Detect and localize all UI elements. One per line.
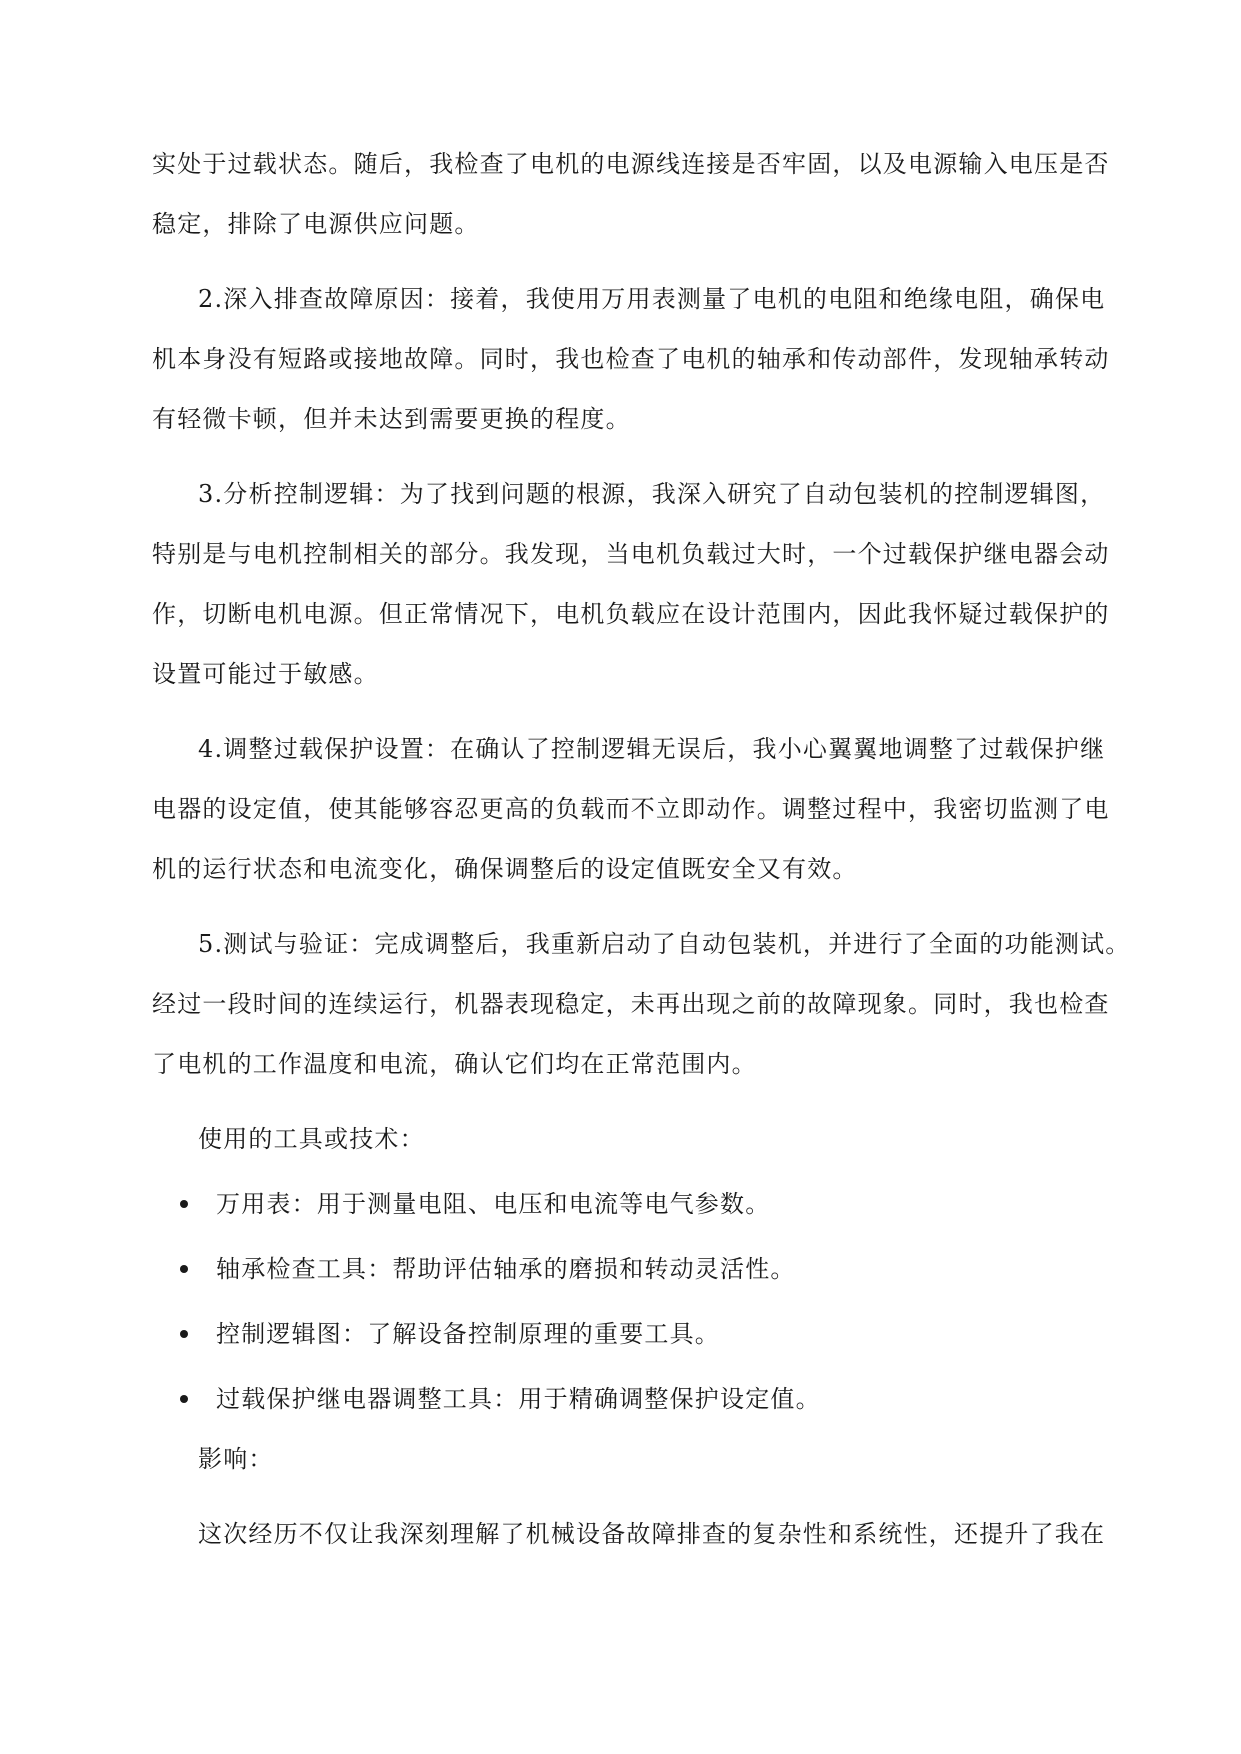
bullet-icon bbox=[180, 1200, 188, 1208]
paragraph-5-line-1: 5.测试与验证：完成调整后，我重新启动了自动包装机，并进行了全面的功能测试。 bbox=[198, 930, 1131, 958]
tool-list-item bbox=[180, 1188, 770, 1220]
paragraph-2-line-2: 机本身没有短路或接地故障。同时，我也检查了电机的轴承和传动部件，发现轴承转动 bbox=[152, 345, 1110, 373]
paragraph-1-line-2: 稳定，排除了电源供应问题。 bbox=[152, 210, 480, 238]
paragraph-5-line-3: 了电机的工作温度和电流，确认它们均在正常范围内。 bbox=[152, 1050, 757, 1078]
bullet-icon bbox=[180, 1330, 188, 1338]
paragraph-3-line-1: 3.分析控制逻辑：为了找到问题的根源，我深入研究了自动包装机的控制逻辑图， bbox=[198, 480, 1106, 508]
paragraph-4-line-2: 电器的设定值，使其能够容忍更高的负载而不立即动作。调整过程中，我密切监测了电 bbox=[152, 795, 1110, 823]
bullet-icon bbox=[180, 1395, 188, 1403]
paragraph-1-line-1: 实处于过载状态。随后，我检查了电机的电源线连接是否牢固，以及电源输入电压是否 bbox=[152, 150, 1110, 178]
paragraph-5-line-2: 经过一段时间的连续运行，机器表现稳定，未再出现之前的故障现象。同时，我也检查 bbox=[152, 990, 1110, 1018]
tool-list-item bbox=[180, 1253, 796, 1285]
tools-heading: 使用的工具或技术： bbox=[198, 1125, 425, 1153]
final-paragraph-line-1: 这次经历不仅让我深刻理解了机械设备故障排查的复杂性和系统性，还提升了我在 bbox=[198, 1520, 1106, 1548]
paragraph-3-line-3: 作，切断电机电源。但正常情况下，电机负载应在设计范围内，因此我怀疑过载保护的 bbox=[152, 600, 1110, 628]
tool-text: 控制逻辑图：了解设备控制原理的重要工具。 bbox=[216, 1320, 720, 1348]
tool-text: 万用表：用于测量电阻、电压和电流等电气参数。 bbox=[216, 1190, 771, 1218]
tool-text: 轴承检查工具：帮助评估轴承的磨损和转动灵活性。 bbox=[216, 1255, 796, 1283]
tool-list-item bbox=[180, 1383, 821, 1415]
paragraph-2-line-1: 2.深入排查故障原因：接着，我使用万用表测量了电机的电阻和绝缘电阻，确保电 bbox=[198, 285, 1106, 313]
paragraph-3-line-2: 特别是与电机控制相关的部分。我发现，当电机负载过大时，一个过载保护继电器会动 bbox=[152, 540, 1110, 568]
tool-text: 过载保护继电器调整工具：用于精确调整保护设定值。 bbox=[216, 1385, 821, 1413]
paragraph-3-line-4: 设置可能过于敏感。 bbox=[152, 660, 379, 688]
paragraph-4-line-1: 4.调整过载保护设置：在确认了控制逻辑无误后，我小心翼翼地调整了过载保护继 bbox=[198, 735, 1106, 763]
tool-list-item bbox=[180, 1318, 720, 1350]
impact-heading: 影响： bbox=[198, 1445, 274, 1473]
bullet-icon bbox=[180, 1265, 188, 1273]
paragraph-4-line-3: 机的运行状态和电流变化，确保调整后的设定值既安全又有效。 bbox=[152, 855, 858, 883]
paragraph-2-line-3: 有轻微卡顿，但并未达到需要更换的程度。 bbox=[152, 405, 631, 433]
